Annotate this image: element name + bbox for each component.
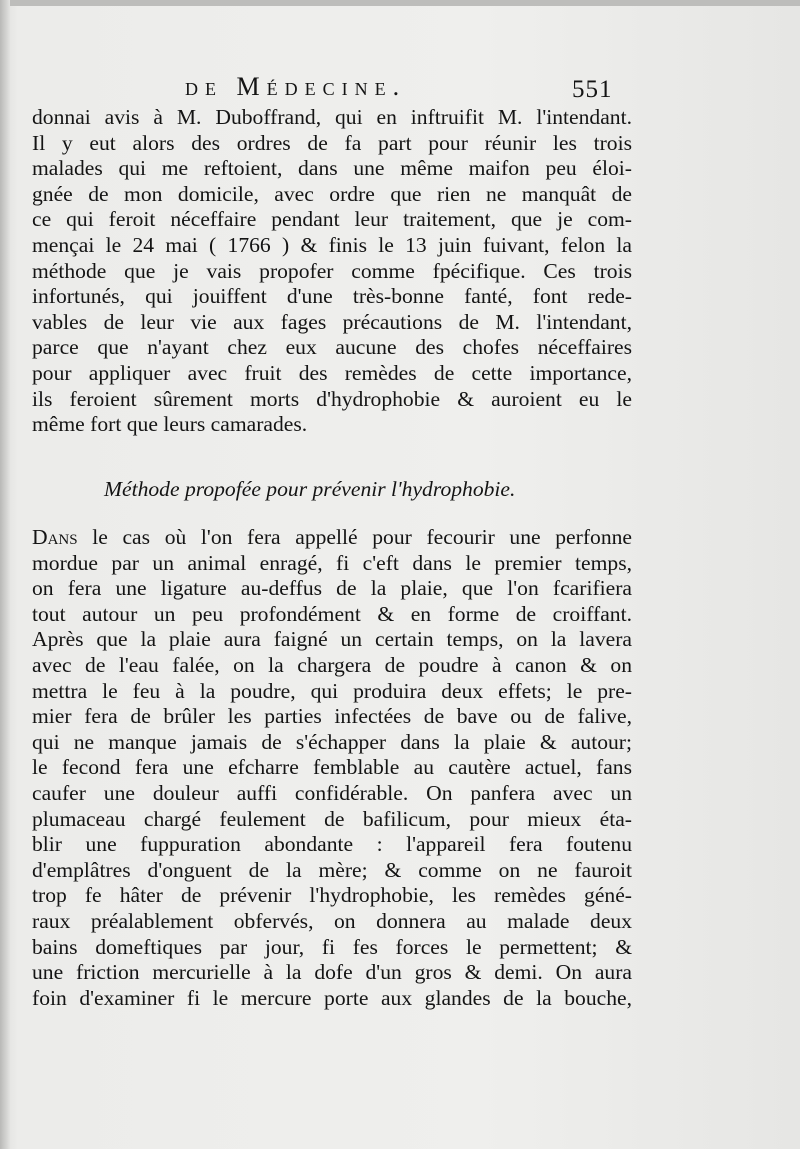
text-line: ils feroient sûrement morts d'hydrophobie & auroient eu le (32, 386, 632, 411)
text-line: gnée de mon domicile, avec ordre que rien ne manquât de (32, 181, 632, 206)
paragraph-1 (32, 105, 632, 438)
page-top-edge (0, 0, 800, 6)
text-line: blir une fuppuration abondante : l'appareil fera foutenu (32, 832, 632, 857)
page-header (0, 72, 800, 106)
text-line: pour appliquer avec fruit des remèdes de cette importance, (32, 360, 632, 385)
text-line: mençai le 24 mai ( 1766 ) & finis le 13 juin fuivant, felon la (32, 232, 632, 257)
text-line: vables de leur vie aux fages précautions de M. l'intendant, (32, 309, 632, 334)
text-line: d'emplâtres d'onguent de la mère; & comme on ne fauroit (32, 857, 632, 882)
page-number: 551 (572, 76, 613, 103)
text-line: ce qui feroit néceffaire pendant leur traitement, que je com- (32, 207, 632, 232)
text-line: le fecond fera une efcharre femblable au cautère actuel, fans (32, 755, 632, 780)
text-line: Il y eut alors des ordres de fa part pour réunir les trois (32, 130, 632, 155)
text-line: tout autour un peu profondément & en forme de croiffant. (32, 601, 632, 626)
paragraph-2 (32, 525, 632, 1011)
text-line: malades qui me reftoient, dans une même maifon peu éloi- (32, 156, 632, 181)
text-line: raux préalablement obfervés, on donnera au malade deux (32, 908, 632, 933)
running-head: de Médecine. (185, 72, 407, 101)
text-line-first (32, 525, 632, 551)
text-line: avec de l'eau falée, on la chargera de poudre à canon & on (32, 652, 632, 677)
text-line: trop fe hâter de prévenir l'hydrophobie, les remèdes géné- (32, 883, 632, 908)
text-line: foin d'examiner fi le mercure porte aux glandes de la bouche, (32, 985, 632, 1010)
text-line: même fort que leurs camarades. (32, 412, 308, 437)
text-line: mettra le feu à la poudre, qui produira deux effets; le pre- (32, 678, 632, 703)
text-line: méthode que je vais propofer comme fpécifique. Ces trois (32, 258, 632, 283)
text-line: mier fera de brûler les parties infectées de bave ou de falive, (32, 704, 632, 729)
text-line: donnai avis à M. Duboffrand, qui en inftruifit M. l'intendant. (32, 105, 632, 129)
first-line-rest: le cas où l'on fera appellé pour fecourir une perfonne (77, 525, 632, 549)
opening-word: Dans (32, 525, 78, 549)
text-line: caufer une douleur auffi confidérable. On panfera avec un (32, 780, 632, 805)
text-line: infortunés, qui jouiffent d'une très-bonne fanté, font rede- (32, 284, 632, 309)
text-line: qui ne manque jamais de s'échapper dans la plaie & autour; (32, 729, 632, 754)
page-gutter-shadow (0, 0, 10, 1149)
text-line: plumaceau chargé feulement de bafilicum, pour mieux éta- (32, 806, 632, 831)
text-line: une friction mercurielle à la dofe d'un gros & demi. On aura (32, 960, 632, 985)
text-line: parce que n'ayant chez eux aucune des chofes néceffaires (32, 335, 632, 360)
text-line: on fera une ligature au-deffus de la plaie, que l'on fcarifiera (32, 576, 632, 601)
text-line: Après que la plaie aura faigné un certain temps, on la lavera (32, 627, 632, 652)
text-line: mordue par un animal enragé, fi c'eft dans le premier temps, (32, 550, 632, 575)
text-line: bains domeftiques par jour, fi fes forces le permettent; & (32, 934, 632, 959)
section-heading: Méthode propofée pour prévenir l'hydrophobie. (104, 477, 516, 501)
